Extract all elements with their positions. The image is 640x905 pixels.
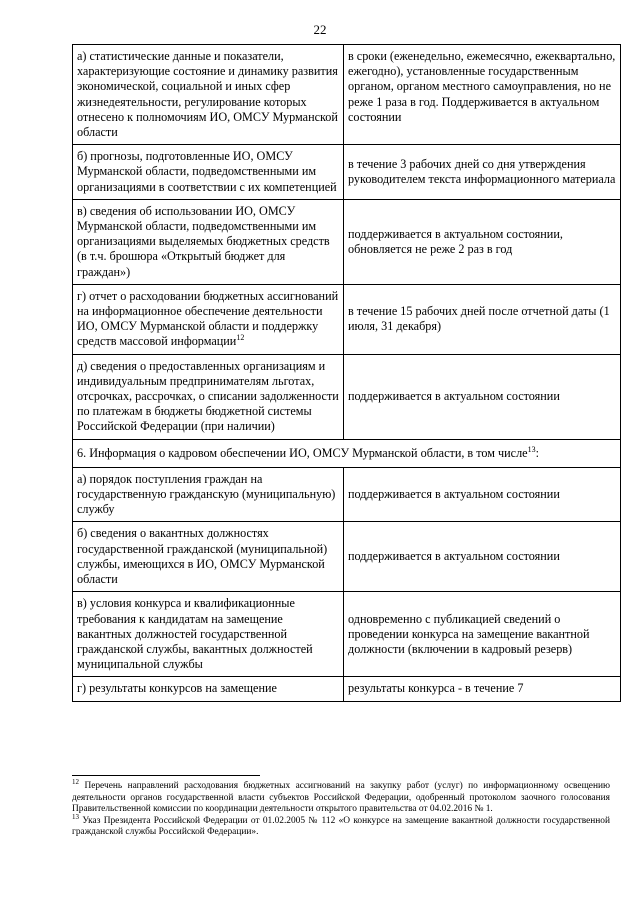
table-cell-text: г) отчет о расходовании бюджетных ассигнований на информационное обеспечение деятельности ИО, ОМСУ Мурманской области и поддержку средств массовой информации <box>77 288 339 349</box>
table-row <box>73 284 621 354</box>
footnote-12 <box>72 777 610 816</box>
page-number: 22 <box>313 22 327 37</box>
table-cell-item <box>73 284 344 354</box>
section-header <box>73 439 621 467</box>
table-row <box>73 677 621 701</box>
table-cell-item: в) сведения об использовании ИО, ОМСУ Мурманской области, подведомственными им организациями выделяемых бюджетных средств (в т.ч. брошюра «Открытый бюджет для граждан») <box>73 199 344 284</box>
table-cell-deadline: поддерживается в актуальном состоянии <box>344 522 621 592</box>
table-cell-item: г) результаты конкурсов на замещение <box>73 677 344 701</box>
table-cell-item: в) условия конкурса и квалификационные требования к кандидатам на замещение вакантных должностей государственной гражданской службы, вакантных должностей муниципальной службы <box>73 592 344 677</box>
footnote-text: Указ Президента Российской Федерации от 01.02.2005 № 112 «О конкурсе на замещение вакантной должности государственной гражданской службы Российской Федерации». <box>72 815 610 838</box>
table-row <box>73 145 621 200</box>
footnote-13 <box>72 812 610 839</box>
section-header-text: 6. Информация о кадровом обеспечении ИО, ОМСУ Мурманской области, в том числе <box>77 445 528 460</box>
footnote-text: Перечень направлений расходования бюджетных ассигнований на закупку работ (услуг) по информационному освещению деятельности органов государственной власти субъектов Российской Федерации, одобренный протоколом заочного голосования Правительственной комиссии по координации деятельности открытого правительства от 04.02.2016 № 1. <box>72 781 610 815</box>
table-cell-deadline: в течение 15 рабочих дней после отчетной даты (1 июля, 31 декабря) <box>344 284 621 354</box>
table-row <box>73 467 621 522</box>
information-table <box>72 44 621 702</box>
table-cell-deadline: результаты конкурса - в течение 7 <box>344 677 621 701</box>
footnote-ref: 13 <box>527 444 536 454</box>
table-cell-item: б) сведения о вакантных должностях государственной гражданской (муниципальной) службы, имеющихся в ИО, ОМСУ Мурманской области <box>73 522 344 592</box>
footnote-separator <box>72 775 260 776</box>
table-row <box>73 45 621 145</box>
table-cell-deadline: в сроки (еженедельно, ежемесячно, ежеквартально, ежегодно), установленные государственным органом, органом местного самоуправления, но не реже 1 раза в год. Поддерживается в актуальном состоянии <box>344 45 621 145</box>
footnote-mark: 13 <box>72 812 79 821</box>
table-cell-item: б) прогнозы, подготовленные ИО, ОМСУ Мурманской области, подведомственными им организациями в соответствии с их компетенцией <box>73 145 344 200</box>
table-row <box>73 354 621 439</box>
section-header-row <box>73 439 621 467</box>
table-cell-item: а) статистические данные и показатели, характеризующие состояние и динамику развития экономической, социальной и иных сфер жизнедеятельности, регулирование которых отнесено к полномочиям ИО, ОМСУ Мурманской области <box>73 45 344 145</box>
footnote-ref: 12 <box>236 333 245 343</box>
table-cell-deadline: одновременно с публикацией сведений о проведении конкурса на замещение вакантной должности (включении в кадровый резерв) <box>344 592 621 677</box>
section-header-suffix: : <box>535 445 539 460</box>
table-row <box>73 522 621 592</box>
table-row <box>73 592 621 677</box>
table-cell-item: а) порядок поступления граждан на государственную гражданскую (муниципальную) службу <box>73 467 344 522</box>
table-cell-deadline: в течение 3 рабочих дней со дня утверждения руководителем текста информационного материала <box>344 145 621 200</box>
table-cell-deadline: поддерживается в актуальном состоянии <box>344 467 621 522</box>
table-cell-deadline: поддерживается в актуальном состоянии, обновляется не реже 2 раз в год <box>344 199 621 284</box>
footnotes <box>72 777 610 839</box>
footnote-mark: 12 <box>72 777 79 786</box>
table-row <box>73 199 621 284</box>
table-cell-deadline: поддерживается в актуальном состоянии <box>344 354 621 439</box>
table-cell-item: д) сведения о предоставленных организациям и индивидуальным предпринимателям льготах, отсрочках, рассрочках, о списании задолженности по платежам в бюджеты бюджетной системы Российской Федерации (при наличии) <box>73 354 344 439</box>
